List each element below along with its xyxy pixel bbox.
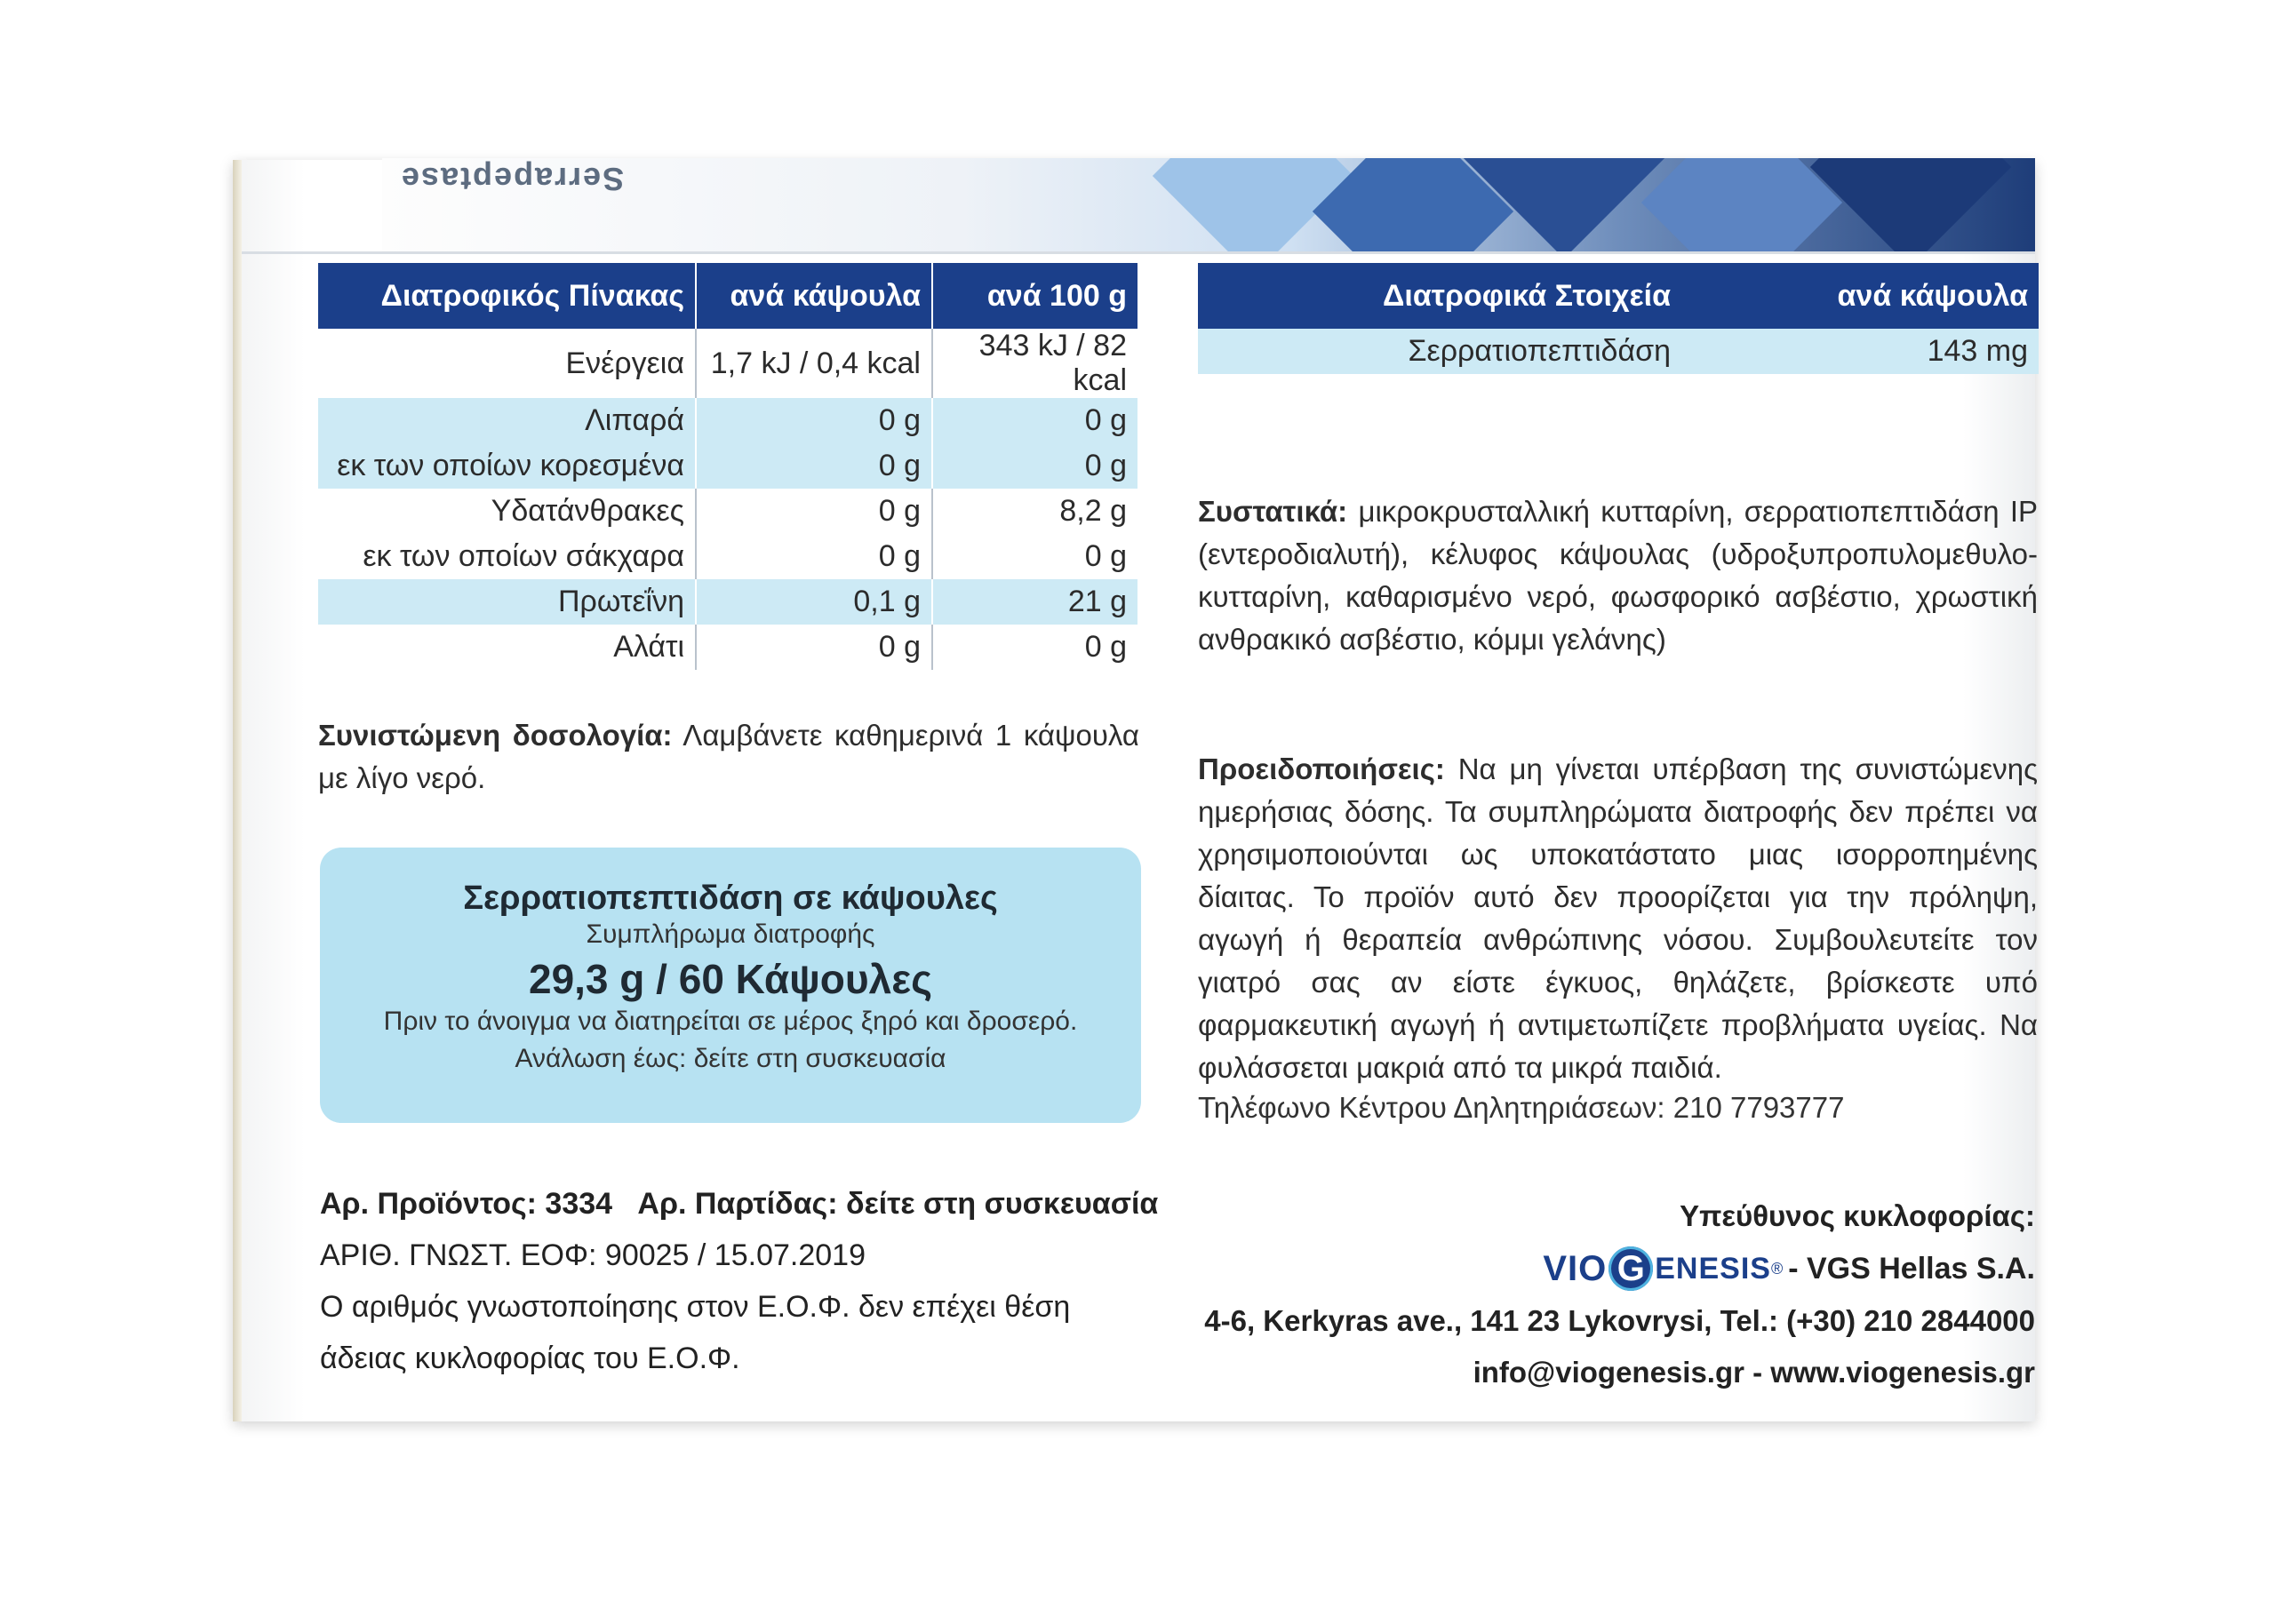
ingredients-label: Συστατικά: (1198, 495, 1348, 528)
nutrition-cell: 0,1 g (696, 579, 932, 625)
nutrition-row (318, 329, 1138, 398)
registered-mark: ® (1770, 1259, 1784, 1278)
flap-brand-title: Serrapeptase (400, 161, 625, 197)
nutrition-header-row (318, 263, 1138, 329)
company-logo (1204, 1242, 2035, 1295)
elements-row (1198, 329, 2039, 374)
nutrition-cell: 343 kJ / 82 kcal (932, 329, 1138, 398)
nutrition-cell: 0 g (696, 443, 932, 489)
nutrition-cell: 21 g (932, 579, 1138, 625)
nutrition-cell: 0 g (696, 489, 932, 534)
nutrition-cell: Ενέργεια (565, 346, 684, 380)
storage-instructions: Πριν το άνοιγμα να διατηρείται σε μέρος ξηρό και δροσερό. (383, 1007, 1078, 1036)
nutrition-cell: 0 g (932, 534, 1138, 579)
nutrition-header: Διατροφικός Πίνακας (318, 263, 696, 329)
nutrition-row (318, 443, 1138, 489)
nutrition-cell: Αλάτι (613, 630, 684, 664)
responsible-party (1204, 1190, 2035, 1398)
eof-notification: ΑΡΙΘ. ΓΝΩΣΤ. ΕΟΦ: 90025 / 15.07.2019 (320, 1238, 866, 1272)
flap-fold-line (242, 251, 2035, 254)
logo-g-icon: G (1608, 1246, 1653, 1291)
dosage-text (318, 714, 1139, 800)
product-info-box (320, 848, 1141, 1123)
product-batch-line (320, 1178, 1173, 1230)
elements-header: ανά κάψουλα (1681, 263, 2039, 329)
nutrition-cell: Υδατάνθρακες (491, 494, 684, 528)
expiry-note: Ανάλωση έως: δείτε στη συσκευασία (515, 1044, 946, 1073)
logo-text-enesis: ENESIS (1655, 1251, 1771, 1286)
warnings-label: Προειδοποιήσεις: (1198, 752, 1445, 785)
elements-header-row (1198, 263, 2039, 329)
decor-diamond (1810, 158, 2011, 251)
nutrition-cell: Πρωτεΐνη (318, 579, 696, 625)
warnings-body: Να μη γίνεται υπέρβαση της συνιστώμενης ημερήσιας δόσης. Τα συμπληρώματα διατροφής δεν πρέπει να χρησιμοποιούνται ως υποκατάστατο μιας ισορροπημένης δίαιτας. Το προϊόν αυτό δεν προορίζεται για την πρόληψη, αγωγή ή θεραπεία ανθρώπινης νόσου. Συμβουλευτείτε τον γιατρό σας αν είστε έγκυος, θηλάζετε, βρίσκεστε υπό φαρμακευτική αγωγή ή αντιμετωπίζετε προβλήματα υγείας. Να φυλάσσεται μακριά από τα μικρά παιδιά. (1198, 752, 2038, 1084)
nutrition-row (318, 534, 1138, 579)
nutrition-cell: 0 g (696, 398, 932, 443)
nutrition-table (318, 263, 1138, 670)
nutrition-cell: εκ των οποίων κορεσμένα (318, 443, 696, 489)
nutrition-row (318, 625, 1138, 670)
package-side-edge (233, 160, 242, 1421)
dosage-label: Συνιστώμενη δοσολογία: (318, 719, 673, 752)
company-web: info@viogenesis.gr - www.viogenesis.gr (1473, 1356, 2035, 1389)
product-codes (320, 1178, 1173, 1384)
responsible-label: Υπεύθυνος κυκλοφορίας: (1680, 1199, 2035, 1232)
product-name: Σερρατιοπεπτιδάση σε κάψουλες (463, 880, 998, 917)
product-quantity: 29,3 g / 60 Κάψουλες (528, 956, 932, 1002)
dosage-body: Λαμβάνετε καθημερινά 1 κάψουλα με λίγο νερό. (318, 719, 1139, 794)
eof-note-line2: άδειας κυκλοφορίας του Ε.Ο.Φ. (320, 1341, 740, 1375)
company-address: 4-6, Kerkyras ave., 141 23 Lykovrysi, Tel.: (+30) 210 2844000 (1204, 1304, 2035, 1337)
nutrition-cell: 0 g (932, 443, 1138, 489)
eof-note-line1: Ο αριθμός γνωστοποίησης στον Ε.Ο.Φ. δεν επέχει θέση (320, 1290, 1071, 1324)
product-number: Αρ. Προϊόντος: 3334 (320, 1187, 613, 1221)
ingredients-text (1198, 490, 2038, 661)
company-name: - VGS Hellas S.A. (1788, 1251, 2035, 1286)
nutrition-header: ανά κάψουλα (696, 263, 932, 329)
nutrition-header: ανά 100 g (932, 263, 1138, 329)
nutrition-cell: 0 g (696, 534, 932, 579)
batch-number: Αρ. Παρτίδας: δείτε στη συσκευασία (637, 1187, 1159, 1221)
decor-diamond (1641, 158, 1842, 251)
nutrition-cell: Λιπαρά (318, 398, 696, 443)
nutrition-row (318, 579, 1138, 625)
nutrition-cell: 1,7 kJ / 0,4 kcal (696, 329, 932, 398)
product-type: Συμπλήρωμα διατροφής (586, 919, 875, 949)
logo-text-vio: VIO (1543, 1248, 1608, 1288)
nutrition-cell: 0 g (696, 625, 932, 670)
nutrition-cell: 8,2 g (932, 489, 1138, 534)
elements-header: Διατροφικά Στοιχεία (1198, 263, 1681, 329)
elements-cell: Σερρατιοπεπτιδάση (1198, 329, 1681, 374)
warnings-text (1198, 748, 2038, 1089)
nutrition-row (318, 489, 1138, 534)
ingredients-body: μικροκρυσταλλική κυτταρίνη, σερρατιοπεπτιδάση IP (εντεροδιαλυτή), κέλυφος κάψουλας (υδροξυπροπυλομεθυλο-κυτταρίνη, καθαρισμένο νερό, φωσφορικό ασβέστιο, χρωστική ανθρακικό ασβέστιο, κόμμι γελάνης) (1198, 495, 2038, 656)
elements-cell: 143 mg (1681, 329, 2039, 374)
elements-table (1198, 263, 2039, 374)
poison-center-phone: Τηλέφωνο Κέντρου Δηλητηριάσεων: 210 7793777 (1198, 1091, 1845, 1124)
package-top-flap (382, 158, 2035, 251)
nutrition-cell: 0 g (932, 625, 1138, 670)
nutrition-row (318, 398, 1138, 443)
nutrition-cell: εκ των οποίων σάκχαρα (363, 539, 684, 573)
nutrition-cell: 0 g (932, 398, 1138, 443)
